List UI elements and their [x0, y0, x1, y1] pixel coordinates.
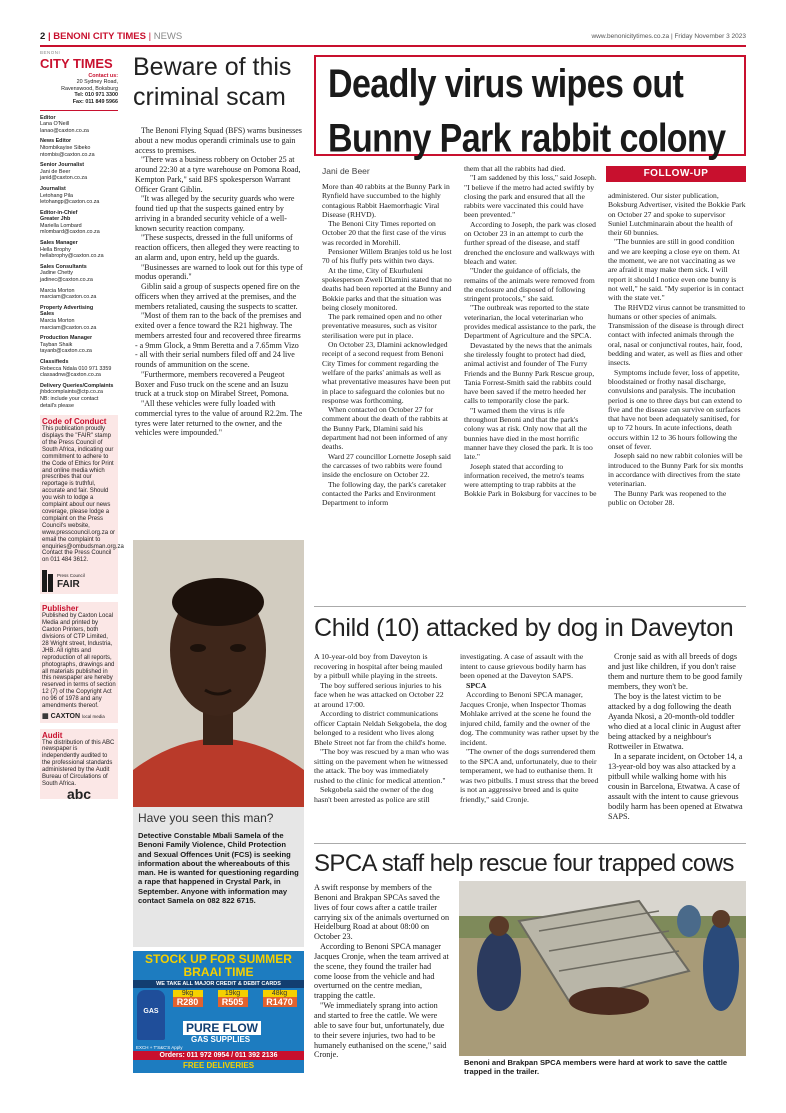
audit-box: [40, 729, 118, 800]
staff-senior-journalist: Senior Journalist Jani de Beer janid@caxton.co.za: [40, 162, 88, 182]
masthead: CITY TIMES: [40, 55, 113, 71]
gas-cylinder-icon: GAS: [137, 990, 165, 1040]
virus-col-1: More than 40 rabbits at the Bunny Park in Rynfield have succumbed to the highly contagious Rabbit Haemorrhagic Viral Disease (RHVD). The Benoni City Times reported on October 20 that the first case of the virus was recorded in Morehill. Pensioner Willem Branjes told us he lost 70 of his fluffy pets within two days. At the time, City of Ekurhuleni spokesperson Zweli Dlamini stated that no deaths had been reported at the Bunny and Bokkie parks and that the situation was being closely monitored. The park remained open and no other preventative measures, such as visitor sterilisation were put in place. On October 23, Dlamini acknowledged receipt of a second request from Benoni City Times for comment regarding the welfare of the parks' animals as well as what preventative measures have been put in place to safeguard the colonies but no response was forthcoming. When contacted on October 27 for comment about the death of the rabbits at the Bunny Park, Dlamini said his department had not been informed of any deaths. Ward 27 councillor Lornette Joseph said the carcasses of two rabbits were found inside the enclosure on October 22. The following day, the park's caretaker contacted the Parks and Environment Department to inform: [322, 182, 452, 508]
page-header: 2 | BENONI CITY TIMES | NEWS www.benonicitytimes.co.za | Friday November 3 2023: [40, 31, 746, 42]
masthead-small: BENONI: [40, 50, 61, 55]
staff-production: Production Manager Tayban Shaik tayanb@caxton.co.za: [40, 335, 93, 355]
dog-col-3: Cronje said as with all breeds of dogs and just like children, if you don't raise them and nurture them to be good family members, they won't be. The boy is the latest victim to be attacked by a dog following the death Ayanda Nkosi, a 20-month-old toddler who died at a local clinic in August after being attacked by a neighbour's Rottweiler in Etwatwa. In a separate incident, on October 14, a 13-year-old boy was also attacked by a pitbull while walking home with his cousin in Barcelona, Etwatwa. A case of assault with the intent to cause grievous bodily harm has been opened at Etwatwa SAPS.: [608, 652, 743, 821]
page-number: 2: [40, 31, 46, 42]
virus-col-3: administered. Our sister publication, Boksburg Advertiser, visited the Bokkie Park on October 27 and spoke to supervisor Suniel Lutchminarain about the health of their 60 bunnies. "The bunnies are still in good condition and we are keeping a close eye on them. At the moment, we are not vaccinating as we are afraid it may make them sick. I will report it should I notice even one bunny is not well," he said. "My superior is in contact with the state vet." The RHVD2 virus cannot be transmitted to humans or other species of animals. Transmission of the disease is through direct contact with infected animals through the oral, nasal or conjunctival routes, hair, food, bedding and water, as well as flies and other insects. Symptoms include fever, loss of appetite, bloodstained or frothy nasal discharge, convulsions and paralysis. The incubation period is one to three days but can extend to five and the disease can survive on surfaces that have not been adequately sanitised, for up to 72 hours. In acute infections, death occurs within 12 to 36 hours following the onset of fever. Joseph said no new rabbit colonies will be introduced to the Bunny Park for six months in accordance with directives from the state veterinarian. The Bunny Park was reopened to the public on October 28.: [608, 191, 746, 507]
code-of-conduct-box: [40, 415, 124, 594]
spca-headline: SPCA staff help rescue four trapped cows: [314, 850, 734, 877]
staff-sales-manager: Sales Manager Hella Brophy hellabrophy@caxton.co.za: [40, 240, 104, 260]
scam-headline: Beware of this criminal scam: [133, 53, 292, 111]
wanted-photo: [133, 540, 304, 807]
fax: Fax: 011 849 5966: [72, 98, 118, 105]
ad-banner: WE TAKE ALL MAJOR CREDIT & DEBIT CARDS: [133, 980, 304, 988]
wanted-text: Detective Constable Mbali Samela of the Benoni Family Violence, Child Protection and Sexual Offences Unit (FCS) is seeking information about the whereabouts of this man. He is wanted for questioning regarding a rape that happened in Crystal Park, in September. Anyone with information may contact Samela on 082 822 6715.: [138, 831, 299, 906]
staff-editor-in-chief: Editor-in-Chief Greater Jhb Mariella Lombard mlombard@caxton.co.za: [40, 209, 100, 236]
virus-headline: Deadly virus wipes out Bunny Park rabbit colony: [328, 61, 726, 161]
staff-classifieds: Classifieds Rebecca Ndala 010 971 3359 classadnw@caxton.co.za: [40, 358, 112, 379]
virus-headline-box: [314, 55, 746, 161]
staff-news-editor: News Editor Ntombikayise Sibeko ntombis@caxton.co.za: [40, 138, 95, 158]
ad-brand-sub: GAS SUPPLIES: [191, 1035, 251, 1044]
address-line: 20 Sydney Road,: [76, 79, 118, 86]
header-rule: [40, 45, 746, 47]
followup-label: FOLLOW-UP: [606, 166, 746, 182]
contact-title: Contact us:: [88, 72, 118, 79]
publisher-text: Published by Caxton Local Media and printed by Caxton Printers, both divisions of CTP Limited, 28 Wright street, Industria, JHB. All rights and reproduction of all reports, photographs, drawings and all materials published in this newspaper are hereby reserved in terms of section 12 (7) of the Copyright Act no 96 of 1978 and any amendments thereof.: [42, 613, 116, 710]
ad-free-deliveries: FREE DELIVERIES: [182, 1061, 255, 1070]
dog-col-1: A 10-year-old boy from Daveyton is recovering in hospital after being mauled by a pitbull while playing in the streets. The boy suffered serious injuries to his face when he was attacked on October 22 at around 17:00. According to district communications officer Captain Neldah Sekgobela, the dog belonged to a resident who lives along Bhele Street not far from the child's home. "The boy was rescued by a man who was sitting on the pavement when he witnessed the attack. The boy was immediately rushed to the clinic for medical attention." Sekgobela said the owner of the dog hasn't been arrested as police are still: [314, 652, 449, 804]
scam-body: The Benoni Flying Squad (BFS) warns businesses about a new modus operandi criminals use to gain access to premises. "There was a business robbery on October 25 at around 22:30 at a tyre warehouse on Pomona Road, Kempton Park," said BFS spokesperson Warrant Officer Grant Giblin. "It was alleged by the security guards who were found tied up that the suspects gained entry by arriving in a branded security vehicle of a well-known security reaction company. "These suspects, dressed in the full uniforms of reaction officers, then alleged they were reacting to an alarm and, upon entry, held up the guards. "Businesses are warned to look out for this type of modus operandi." Giblin said a group of suspects opened fire on the officers when they arrived at the premises, and the members retaliated, causing the suspects to scatter. "Most of them ran to the back of the premises and exited over a fence toward the R21 highway. The members arrested four and recovered three firearms - a 9mm Glock, a 9mm Beretta and a 7.65mm Vizo - all with their serial numbers filed off and 24 live rounds of ammunition on the scene. "Furthermore, members recovered a Peugeot Boxer and Fuso truck on the scene and an Isuzu truck at a truck stop on Mirabel Street, Pomona. "All these vehicles were fully loaded with commercial tyres to the value of around R2.2m. The tyres were later returned to the owner, and the vehicles were impounded.": [135, 126, 303, 438]
website[interactable]: www.benonicitytimes.co.za: [591, 33, 670, 40]
address-line: Ravenswood, Boksburg: [61, 85, 118, 92]
staff-property: Property Advertising Sales Marcia Morton marciam@caxton.co.za: [40, 304, 97, 331]
abc-logo: abc: [66, 785, 92, 802]
gas-ad[interactable]: STOCK UP FOR SUMMER BRAAI TIME WE TAKE ALL MAJOR CREDIT & DEBIT CARDS GAS 9kg R280 19kg R505 48kg R1470 PURE FLOW GAS SUPPLIES EXCH + T'S&C'S Apply Orders: 011 972 0954 / 011 392 2136 FREE DELIVERIES: [133, 951, 304, 1073]
audit-title: Audit: [42, 730, 63, 740]
staff-journalist: Journalist Letohang Pila letohangp@caxton.co.za: [40, 185, 100, 206]
caxton-logo: ▦ CAXTON local media: [42, 712, 105, 720]
ad-title-2: BRAAI TIME: [183, 965, 254, 979]
spca-photo: [459, 881, 746, 1056]
conduct-title: Code of Conduct: [42, 417, 107, 427]
publisher-box: [40, 602, 118, 722]
spca-caption: Benoni and Brakpan SPCA members were hard at work to save the cattle trapped in the trailer.: [464, 1058, 728, 1076]
sidebar: [40, 50, 124, 1070]
wanted-box: [133, 807, 304, 947]
dog-col-2: investigating. A case of assault with the intent to cause grievous bodily harm has been opened at the Daveyton SAPS. SPCA According to Benoni SPCA manager, Jacques Cronje, when Inspector Thomas Mohlake arrived at the scene he found the injured child, family and the owner of the dog. The community was rather upset by the incident. "The owner of the dogs surrendered them to the SPCA and, unfortunately, due to their temperament, we had to euthanise them. It was two pitbulls. I must stress that the breed is not an aggressive breed and is quite friendly," said Cronje.: [460, 652, 599, 804]
ad-title-1: STOCK UP FOR SUMMER: [145, 952, 292, 966]
wanted-title: Have you seen this man?: [138, 811, 274, 825]
dog-headline: Child (10) attacked by dog in Daveyton: [314, 614, 734, 642]
virus-col-2: them that all the rabbits had died. "I am saddened by this loss," said Joseph. "I believe if the metro had acted swiftly by closing the park and ensured that all the rabbits were vaccinated this could have been prevented." According to Joseph, the park was closed on October 23 in an attempt to curb the further spread of the disease, and staff drenched the enclosure and walkways with bleach and water. "Under the guidance of officials, the remains of the animals were removed from the enclosure and disposed of following stringent protocols," she said. "The outbreak was reported to the state veterinarian, the local veterinarian who provides medical assistance to the park, the Department of Agriculture and the SPCA. Devastated by the news that the animals she tirelessly fought to protect had died, animal activist and founder of The Furry Friends and the Bunny Park Rescue group, Tania Forrest-Smith said the rabbits could have been saved if the metro heeded her calls to temporarily close the park. "I warned them the virus is rife throughout Benoni and that the park's colony was at risk. Only now that all the bunnies have died in the most horrific manner have they closed the park. It is too late." Joseph stated that according to information received, the metro's teams were attempting to trap rabbits at the Bokkie Park in Boksburg for vaccines to be: [464, 164, 597, 499]
staff-editor: Editor Lana O'Neill lanao@caxton.co.za: [40, 114, 89, 134]
virus-byline: Jani de Beer: [322, 166, 370, 176]
staff-sales-consultants: Sales Consultants Jadine Chetty jadinec@caxton.co.za Marcia Morton marciam@caxton.co.za: [40, 263, 97, 301]
ad-exchange: EXCH + T'S&C'S Apply: [136, 1045, 183, 1050]
publisher-title: Publisher: [42, 604, 79, 614]
phone[interactable]: Tel: 010 971 3300: [74, 92, 118, 99]
issue-date: Friday November 3 2023: [674, 33, 746, 40]
section-name: NEWS: [153, 31, 183, 42]
ad-orders[interactable]: Orders: 011 972 0954 / 011 392 2136: [133, 1051, 304, 1060]
spca-body: A swift response by members of the Benoni and Brakpan SPCAs saved the lives of four cows after a cattle trailer carrying six of the animals overturned on Heidelburg Road at about 08:00 on October 23. According to Benoni SPCA manager Jacques Cronje, when the team arrived at the scene, they found the trailer had come loose from the vehicle and had overturned on the centre median, trapping the cattle. "We immediately sprang into action and started to free the cattle. We were able to save four but, unfortunately, due to their severe injuries, two had to be humanely euthanised on the scene," said Cronje.: [314, 883, 450, 1060]
divider-rule: [314, 843, 746, 844]
staff-delivery: Delivery Queries/Complaints jhbdcomplaints@ctp.co.za NB: include your contact detail's please: [40, 382, 114, 409]
audit-text: The distribution of this ABC newspaper is independently audited to the professional standards administered by the Audit Bureau of Circulations of South Africa.: [42, 739, 115, 787]
divider-rule: [314, 606, 746, 607]
paper-name: BENONI CITY TIMES: [53, 31, 146, 42]
ad-brand: PURE FLOW: [183, 1021, 261, 1035]
fair-logo: Press Council FAIR: [42, 570, 116, 592]
conduct-text: This publication proudly displays the "FAIR" stamp of the Press Council of South Africa, indicating our commitment to adhere to the Code of Ethics for Print and online media which prescribes that our reportage is truthful, accurate and fair. Should you wish to lodge a complaint about our news coverage, please lodge a complaint on the Press Council's website, www.presscouncil.org.za or email the complaint to enquiries@ombudsman.org.za Contact the Press Council on 011 484 3612.: [42, 426, 124, 564]
